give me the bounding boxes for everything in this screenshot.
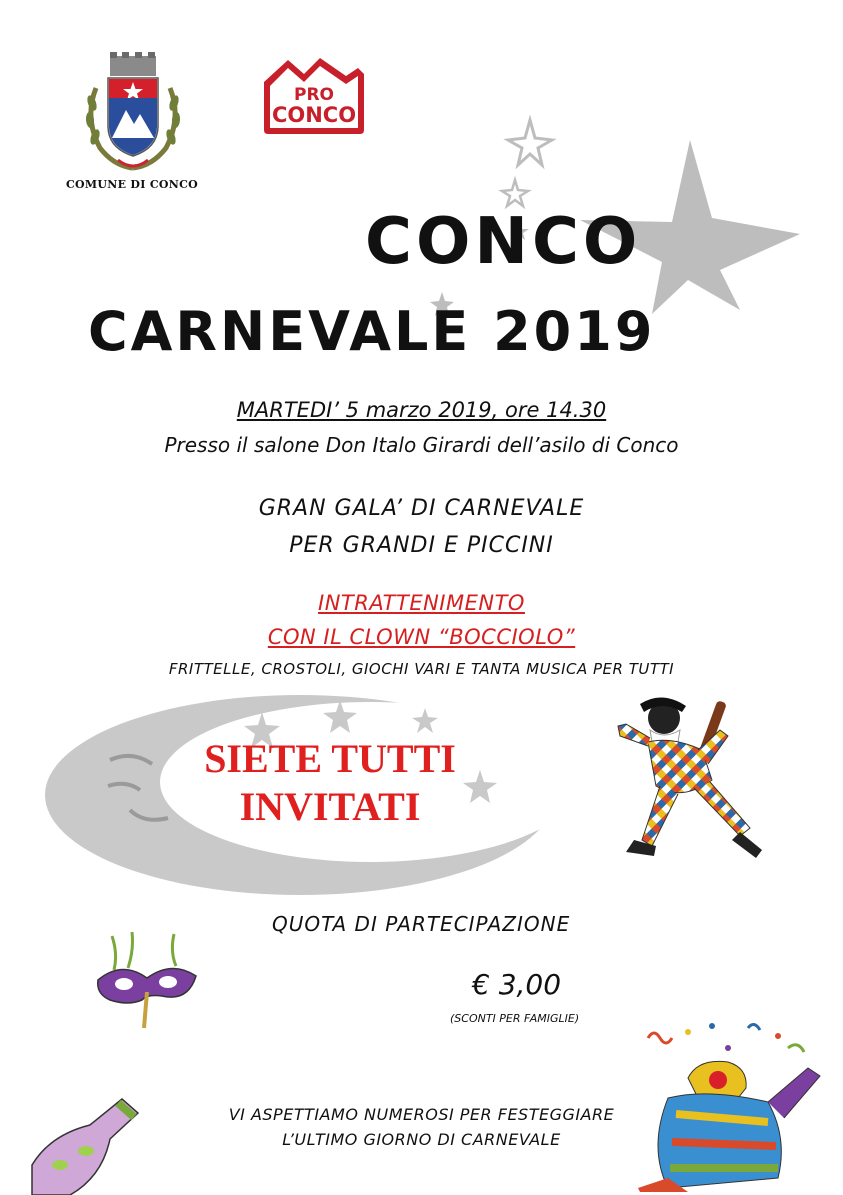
title-carnevale-2019: CARNEVALE 2019	[88, 300, 656, 363]
entertainment-line-2: CON IL CLOWN “BOCCIOLO”	[267, 625, 576, 649]
fee-label: QUOTA DI PARTECIPAZIONE	[272, 912, 571, 936]
event-venue: Presso il salone Don Italo Girardi dell’asilo di Conco	[164, 433, 679, 457]
small-star-icon	[502, 180, 528, 206]
pro-conco-logo-line2: CONCO	[271, 103, 357, 127]
comune-label: COMUNE DI CONCO	[65, 178, 199, 191]
entertainment-line-1: INTRATTENIMENTO	[318, 591, 525, 615]
event-date: MARTEDI’ 5 marzo 2019, ore 14.30	[236, 398, 607, 422]
closing-line-1: VI ASPETTIAMO NUMEROSI PER FESTEGGIARE	[228, 1105, 615, 1124]
fee-price: € 3,00	[472, 968, 562, 1001]
food-line: FRITTELLE, CROSTOLI, GIOCHI VARI E TANTA MUSICA PER TUTTI	[168, 660, 675, 678]
harlequin-illustration	[612, 690, 787, 875]
small-star-icon	[508, 120, 552, 165]
pro-conco-logo	[258, 52, 370, 136]
closing-line-2: L’ULTIMO GIORNO DI CARNEVALE	[282, 1130, 561, 1149]
comune-coat-of-arms	[78, 48, 188, 176]
gala-line-1: GRAN GALA’ DI CARNEVALE	[258, 496, 585, 521]
pro-conco-logo-line1: PRO	[293, 85, 335, 105]
invitation-line-1: SIETE TUTTI	[204, 736, 456, 781]
invitation-line-2: INVITATI	[239, 784, 421, 829]
carnival-mask-illustration	[92, 930, 202, 1030]
gala-line-2: PER GRANDI E PICCINI	[289, 533, 554, 558]
invitation-text	[175, 735, 485, 831]
title-conco: CONCO	[365, 205, 642, 279]
fee-discount-note: (SCONTI PER FAMIGLIE)	[450, 1012, 580, 1025]
